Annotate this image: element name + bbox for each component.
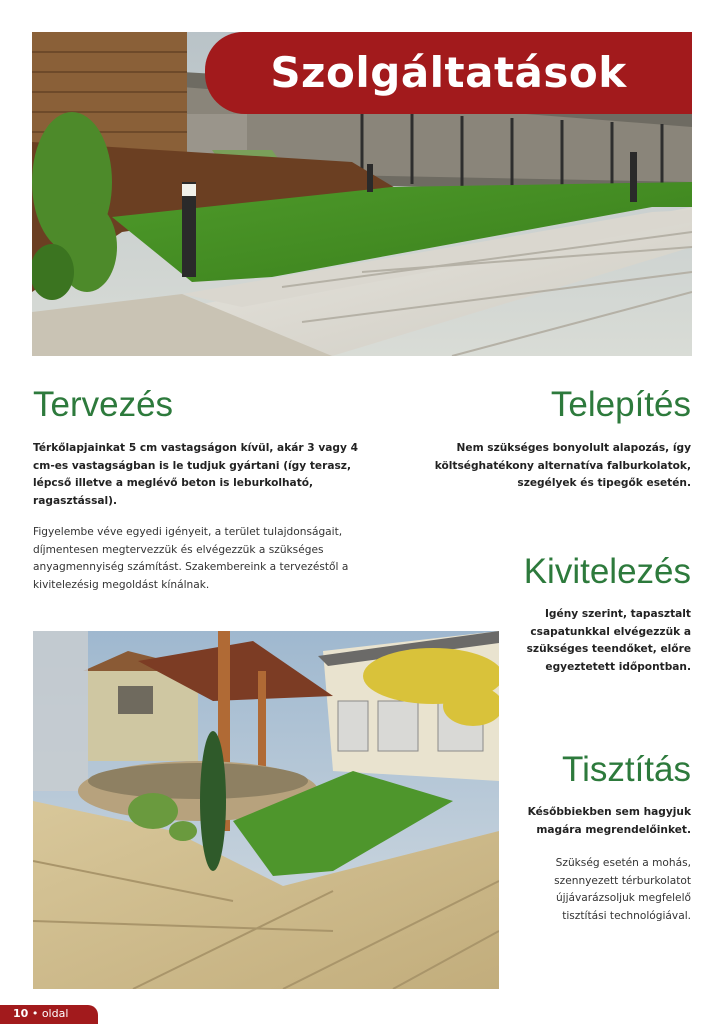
heading-tisztitas: Tisztítás <box>562 750 691 789</box>
text-line: Későbbiekben sem hagyjuk <box>527 806 691 818</box>
text-line: tisztítási technológiával. <box>562 909 691 922</box>
text-line: kivitelezésig megoldást kínálnak. <box>33 578 210 591</box>
text-line: magára megrendelőinket. <box>536 823 691 836</box>
page-title: Szolgáltatások <box>270 48 627 97</box>
heading-telepites: Telepítés <box>550 385 691 424</box>
page-number-label <box>13 1007 68 1020</box>
patio-photo <box>33 631 499 989</box>
text-line: szennyezett térburkolatot <box>554 874 691 887</box>
text-line: szükséges teendőket, előre <box>526 643 691 655</box>
text-line: költséghatékony alternatíva falburkolatok, <box>434 459 691 472</box>
tervezes-bold-text <box>33 440 363 510</box>
kivitelezes-bold-text <box>491 606 691 676</box>
text-line: Nem szükséges bonyolult alapozás, így <box>456 442 691 454</box>
text-line: Figyelembe véve egyedi igényeit, a terület tulajdonságait, <box>33 526 343 538</box>
text-line: díjmentesen megtervezzük és elvégezzük a szükséges <box>33 543 324 556</box>
tisztitas-bold-text <box>491 804 691 839</box>
telepites-bold-text <box>401 440 691 493</box>
text-line: cm-es vastagságban is le tudjuk gyártani (így terasz, <box>33 459 351 472</box>
text-line: Igény szerint, tapasztalt <box>544 608 691 620</box>
text-line: szegélyek és tipegők esetén. <box>517 477 691 489</box>
text-line: újjávarázsoljuk megfelelő <box>555 892 691 904</box>
page-word: oldal <box>41 1007 69 1020</box>
tisztitas-body-text <box>491 855 691 925</box>
heading-tervezes: Tervezés <box>33 385 174 424</box>
text-line: anyagmennyiség számítást. Szakembereink a tervezéstől a <box>33 561 349 573</box>
text-line: lépcső illetve a meglévő beton is leburkolható, <box>33 477 314 489</box>
text-line: egyeztetett időpontban. <box>545 660 691 673</box>
heading-kivitelezes: Kivitelezés <box>523 552 691 591</box>
text-line: ragasztással). <box>33 494 118 507</box>
text-line: csapatunkkal elvégezzük a <box>530 625 691 638</box>
tervezes-body-text <box>33 524 363 594</box>
text-line: Térkőlapjainkat 5 cm vastagságon kívül, akár 3 vagy 4 <box>33 442 358 454</box>
page-separator: • <box>31 1007 39 1020</box>
page-number: 10 <box>13 1007 29 1020</box>
text-line: Szükség esetén a mohás, <box>555 857 691 869</box>
